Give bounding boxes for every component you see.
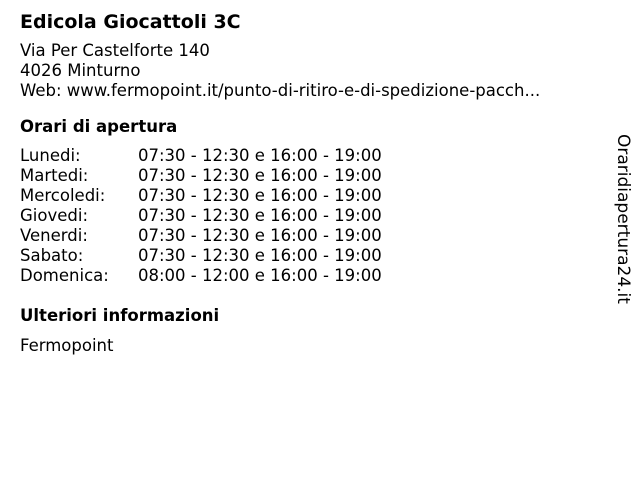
hours-heading: Orari di apertura: [20, 117, 178, 136]
time-range: 07:30 - 12:30 e 16:00 - 19:00: [138, 186, 382, 205]
time-range: 07:30 - 12:30 e 16:00 - 19:00: [138, 226, 382, 245]
business-card: [20, 10, 595, 356]
day-label: Mercoledi:: [20, 186, 106, 205]
hours-row-saturday: [20, 246, 595, 266]
info-heading: Ulteriori informazioni: [20, 306, 220, 325]
day-label: Martedi:: [20, 166, 89, 185]
time-range: 07:30 - 12:30 e 16:00 - 19:00: [138, 246, 382, 265]
business-name: Edicola Giocattoli 3C: [20, 11, 241, 33]
hours-row-monday: [20, 146, 595, 166]
time-range: 07:30 - 12:30 e 16:00 - 19:00: [138, 206, 382, 225]
hours-row-sunday: [20, 266, 595, 286]
address-city: 4026 Minturno: [20, 61, 141, 80]
day-label: Lunedi:: [20, 146, 81, 165]
time-range: 07:30 - 12:30 e 16:00 - 19:00: [138, 166, 382, 185]
day-label: Domenica:: [20, 266, 109, 285]
website-link[interactable]: Web: www.fermopoint.it/punto-di-ritiro-e-di-spedizione-pacch...: [20, 81, 541, 100]
day-label: Sabato:: [20, 246, 84, 265]
hours-row-wednesday: [20, 186, 595, 206]
day-label: Giovedi:: [20, 206, 88, 225]
hours-list: [20, 146, 595, 286]
info-text: Fermopoint: [20, 336, 114, 355]
address-street: Via Per Castelforte 140: [20, 41, 210, 60]
time-range: 08:00 - 12:00 e 16:00 - 19:00: [138, 266, 382, 285]
day-label: Venerdi:: [20, 226, 88, 245]
hours-row-tuesday: [20, 166, 595, 186]
time-range: 07:30 - 12:30 e 16:00 - 19:00: [138, 146, 382, 165]
site-brand-vertical: Oraridiapertura24.it: [613, 134, 633, 304]
hours-row-thursday: [20, 206, 595, 226]
hours-row-friday: [20, 226, 595, 246]
